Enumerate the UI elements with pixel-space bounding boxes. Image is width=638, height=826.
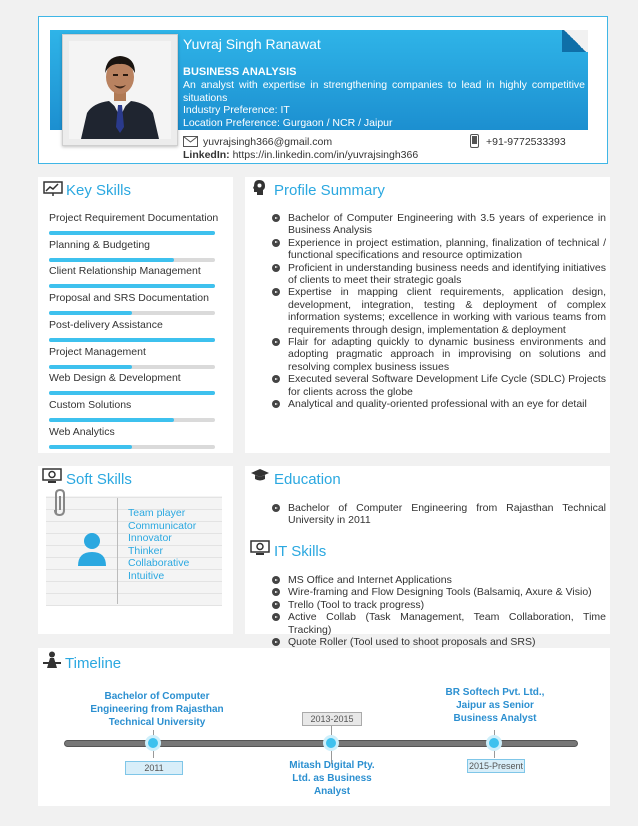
linkedin-link[interactable]: https://in.linkedin.com/in/yuvrajsingh366 [232,149,419,161]
profile-summary-title: Profile Summary [274,182,385,199]
skill-level-bar [49,258,215,262]
industry-preference: Industry Preference: IT [183,104,290,116]
phone-number[interactable]: +91-9772533393 [486,136,566,148]
paper-clip-icon [50,488,68,518]
timeline-dot-2[interactable] [323,735,339,751]
location-preference: Location Preference: Gurgaon / NCR / Jaipur [183,117,393,129]
person-silhouette-icon [72,528,112,568]
bullet-item: Proficient in understanding business needs and identifying initiatives of clients to meet their strategic goals [272,262,606,287]
phone-icon [470,134,479,148]
skill-level-bar [49,391,215,395]
skill-level-bar [49,365,215,369]
bullet-item: Quote Roller (Tool used to shoot proposals and SRS) [272,636,606,648]
soft-skill-item: Collaborative [128,557,190,570]
bullet-item: MS Office and Internet Applications [272,574,606,586]
skill-level-fill [49,284,215,288]
timeline-dot-1[interactable] [145,735,161,751]
chart-board-icon [43,181,63,196]
timeline-event-date: 2015-Present [468,761,524,771]
soft-skills-title: Soft Skills [66,471,132,488]
skill-level-fill [49,391,215,395]
bullet-item: Analytical and quality-oriented professional with an eye for detail [272,398,606,410]
skill-label: Web Analytics [49,425,115,438]
soft-skill-item: Communicator [128,519,197,532]
soft-skill-item: Innovator [128,532,172,545]
bullet-item: Active Collab (Task Management, Team Collaboration, Time Tracking) [272,611,606,636]
head-gear-icon [252,179,266,196]
education-list [272,502,606,527]
monitor-gear-icon [42,468,62,485]
bullet-item: Bachelor of Computer Engineering with 3.5 years of experience in Business Analysis [272,212,606,237]
linkedin-label: LinkedIn: [183,149,230,161]
education-title: Education [274,471,341,488]
skill-level-fill [49,311,132,315]
profile-summary-list [272,212,606,411]
skill-level-fill [49,445,132,449]
it-skills-title: IT Skills [274,543,327,560]
skill-label: Proposal and SRS Documentation [49,292,209,305]
skill-label: Custom Solutions [49,398,132,411]
bullet-item: Trello (Tool to track progress) [272,599,606,611]
monitor-gear-icon [250,540,270,557]
timeline-event-caption: BR Softech Pvt. Ltd., Jaipur as Senior Business Analyst [445,687,545,724]
soft-skill-item: Intuitive [128,570,165,582]
skill-level-bar [49,445,215,449]
bullet-item: Bachelor of Computer Engineering from Rajasthan Technical University in 2011 [272,502,606,527]
graduation-cap-icon [250,468,270,482]
skill-level-bar [49,418,215,422]
email-icon [183,136,198,147]
skill-level-bar [49,231,215,235]
skill-label: Client Relationship Management [49,265,201,278]
soft-skill-item: Thinker [128,544,164,557]
skill-level-fill [49,258,174,262]
profile-photo-frame [62,34,178,146]
linkedin-line [183,149,418,161]
bullet-item: Expertise in mapping client requirements, application design, development, integration, testing & deployment of complex information systems; excellence in working with various teams from requirements through design, implementation & deployment [272,286,606,336]
skill-label: Web Design & Development [49,372,181,385]
bullet-item: Experience in project estimation, planning, finalization of technical / functional specifications and resource optimization [272,237,606,262]
candidate-name: Yuvraj Singh Ranawat [183,36,321,52]
timeline-event-caption: Mitash Digital Pty. Ltd. as Business Analyst [289,760,375,797]
candidate-summary: An analyst with expertise in strengthening companies to lead in highly competitive situations [183,79,585,104]
skill-label: Project Management [49,345,146,358]
candidate-role: BUSINESS ANALYSIS [183,66,297,78]
skill-level-fill [49,365,132,369]
email-link[interactable]: yuvrajsingh366@gmail.com [203,136,333,148]
soft-skills-divider [117,498,118,604]
skill-level-fill [49,418,174,422]
timeline-event-caption: Bachelor of Computer Engineering from Rajasthan Technical University [90,691,224,728]
timeline-dot-3[interactable] [486,735,502,751]
skill-level-fill [49,338,215,342]
skill-level-bar [49,284,215,288]
person-photo-icon [69,41,171,139]
skill-level-bar [49,311,215,315]
timeline-title: Timeline [65,655,122,672]
header-fold-corner [562,30,588,52]
skill-label: Post-delivery Assistance [49,318,163,331]
bullet-item: Executed several Software Development Life Cycle (SDLC) Projects for clients across the globe [272,373,606,398]
profile-photo [69,41,171,139]
person-desk-icon [42,651,62,669]
it-skills-list [272,574,606,648]
skill-label: Planning & Budgeting [49,238,150,251]
skill-level-fill [49,231,215,235]
bullet-item: Wire-framing and Flow Designing Tools (Balsamiq, Axure & Visio) [272,586,606,598]
timeline-event-date: 2011 [125,761,183,775]
timeline-event-date: 2013-2015 [302,712,362,726]
soft-skill-item: Team player [128,507,186,519]
skill-level-bar [49,338,215,342]
skill-label: Project Requirement Documentation [49,212,219,224]
bullet-item: Flair for adapting quickly to dynamic business environments and adopting pragmatic approach in improvising on solutions and resolving complex business issues [272,336,606,373]
key-skills-title: Key Skills [66,182,132,199]
